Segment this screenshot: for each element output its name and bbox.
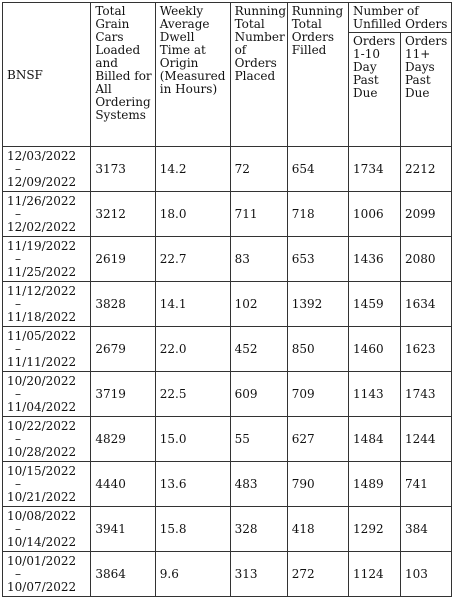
- table-row: [3, 192, 452, 237]
- cell-unfilled-1-10: 1484: [349, 417, 401, 462]
- week-start-date: 11/05/2022: [7, 329, 77, 343]
- header-orders-placed: Running Total Number of Orders Placed: [230, 3, 287, 147]
- table-row: [3, 462, 452, 507]
- table-row: [3, 282, 452, 327]
- cell-orders-placed: 102: [230, 282, 287, 327]
- table-row: [3, 327, 452, 372]
- cell-orders-filled: 718: [287, 192, 348, 237]
- cell-orders-placed: 83: [230, 237, 287, 282]
- week-end-date: 11/18/2022: [7, 310, 77, 324]
- cell-week-period: [3, 237, 91, 282]
- cell-week-period: [3, 372, 91, 417]
- header-orders-filled: Running Total Orders Filled: [287, 3, 348, 147]
- cell-dwell-time: 22.7: [155, 237, 230, 282]
- cell-orders-filled: 653: [287, 237, 348, 282]
- header-dwell-time: Weekly Average Dwell Time at Origin (Measured in Hours): [155, 3, 230, 147]
- cell-unfilled-1-10: 1143: [349, 372, 401, 417]
- cell-cars-loaded: 3864: [91, 552, 155, 597]
- week-end-date: 10/28/2022: [7, 445, 77, 459]
- week-start-date: 10/22/2022: [7, 419, 77, 433]
- cell-week-period: [3, 507, 91, 552]
- week-start-date: 10/20/2022: [7, 374, 77, 388]
- cell-dwell-time: 18.0: [155, 192, 230, 237]
- cell-cars-loaded: 4829: [91, 417, 155, 462]
- cell-unfilled-11-plus: 1244: [401, 417, 452, 462]
- cell-unfilled-11-plus: 2080: [401, 237, 452, 282]
- table-row: [3, 507, 452, 552]
- cell-orders-placed: 609: [230, 372, 287, 417]
- week-start-date: 10/15/2022: [7, 464, 77, 478]
- week-range-dash: –: [15, 477, 21, 491]
- cell-unfilled-11-plus: 1743: [401, 372, 452, 417]
- header-unfilled-1-10-days: Orders 1-10 Day Past Due: [349, 33, 401, 147]
- cell-unfilled-1-10: 1436: [349, 237, 401, 282]
- cell-unfilled-1-10: 1006: [349, 192, 401, 237]
- cell-orders-filled: 654: [287, 147, 348, 192]
- cell-dwell-time: 15.0: [155, 417, 230, 462]
- cell-orders-filled: 627: [287, 417, 348, 462]
- week-start-date: 12/03/2022: [7, 149, 77, 163]
- cell-dwell-time: 22.5: [155, 372, 230, 417]
- week-range-dash: –: [15, 567, 21, 581]
- table-row: [3, 417, 452, 462]
- cell-week-period: [3, 282, 91, 327]
- header-cars-loaded: Total Grain Cars Loaded and Billed for All Ordering Systems: [91, 3, 155, 147]
- cell-dwell-time: 14.2: [155, 147, 230, 192]
- week-range-dash: –: [15, 252, 21, 266]
- cell-orders-filled: 418: [287, 507, 348, 552]
- cell-cars-loaded: 3828: [91, 282, 155, 327]
- cell-unfilled-1-10: 1292: [349, 507, 401, 552]
- cell-unfilled-1-10: 1460: [349, 327, 401, 372]
- cell-orders-filled: 850: [287, 327, 348, 372]
- cell-week-period: [3, 327, 91, 372]
- week-start-date: 11/26/2022: [7, 194, 77, 208]
- grain-car-table: [2, 2, 452, 597]
- cell-cars-loaded: 3173: [91, 147, 155, 192]
- cell-unfilled-11-plus: 384: [401, 507, 452, 552]
- cell-unfilled-1-10: 1489: [349, 462, 401, 507]
- table-body: [3, 147, 452, 597]
- cell-unfilled-1-10: 1734: [349, 147, 401, 192]
- cell-week-period: [3, 417, 91, 462]
- week-range-dash: –: [15, 522, 21, 536]
- cell-dwell-time: 14.1: [155, 282, 230, 327]
- week-end-date: 10/07/2022: [7, 580, 77, 594]
- cell-orders-placed: 55: [230, 417, 287, 462]
- cell-unfilled-11-plus: 103: [401, 552, 452, 597]
- week-range-dash: –: [15, 432, 21, 446]
- week-end-date: 11/25/2022: [7, 265, 77, 279]
- header-unfilled-11-plus-days: Orders 11+ Days Past Due: [401, 33, 452, 147]
- header-row: [3, 3, 452, 33]
- week-end-date: 11/11/2022: [7, 355, 77, 369]
- week-end-date: 10/21/2022: [7, 490, 77, 504]
- week-end-date: 12/09/2022: [7, 175, 77, 189]
- cell-unfilled-11-plus: 2099: [401, 192, 452, 237]
- cell-cars-loaded: 3941: [91, 507, 155, 552]
- cell-dwell-time: 13.6: [155, 462, 230, 507]
- table-row: [3, 147, 452, 192]
- cell-orders-placed: 483: [230, 462, 287, 507]
- cell-orders-filled: 272: [287, 552, 348, 597]
- cell-unfilled-11-plus: 1634: [401, 282, 452, 327]
- cell-orders-filled: 1392: [287, 282, 348, 327]
- week-start-date: 10/08/2022: [7, 509, 77, 523]
- cell-orders-placed: 711: [230, 192, 287, 237]
- cell-unfilled-1-10: 1459: [349, 282, 401, 327]
- cell-unfilled-1-10: 1124: [349, 552, 401, 597]
- cell-week-period: [3, 462, 91, 507]
- cell-cars-loaded: 4440: [91, 462, 155, 507]
- week-range-dash: –: [15, 207, 21, 221]
- cell-orders-placed: 328: [230, 507, 287, 552]
- table-row: [3, 372, 452, 417]
- corner-header-bnsf: BNSF: [3, 3, 91, 147]
- cell-orders-placed: 313: [230, 552, 287, 597]
- week-end-date: 10/14/2022: [7, 535, 77, 549]
- cell-cars-loaded: 3719: [91, 372, 155, 417]
- cell-week-period: [3, 192, 91, 237]
- cell-orders-filled: 709: [287, 372, 348, 417]
- cell-week-period: [3, 552, 91, 597]
- cell-orders-filled: 790: [287, 462, 348, 507]
- cell-cars-loaded: 3212: [91, 192, 155, 237]
- cell-unfilled-11-plus: 1623: [401, 327, 452, 372]
- cell-dwell-time: 15.8: [155, 507, 230, 552]
- week-start-date: 11/12/2022: [7, 284, 77, 298]
- cell-unfilled-11-plus: 2212: [401, 147, 452, 192]
- cell-cars-loaded: 2679: [91, 327, 155, 372]
- cell-cars-loaded: 2619: [91, 237, 155, 282]
- cell-orders-placed: 452: [230, 327, 287, 372]
- cell-dwell-time: 9.6: [155, 552, 230, 597]
- week-range-dash: –: [15, 162, 21, 176]
- week-range-dash: –: [15, 297, 21, 311]
- week-range-dash: –: [15, 342, 21, 356]
- table-row: [3, 237, 452, 282]
- cell-week-period: [3, 147, 91, 192]
- table-row: [3, 552, 452, 597]
- week-range-dash: –: [15, 387, 21, 401]
- week-start-date: 10/01/2022: [7, 554, 77, 568]
- cell-unfilled-11-plus: 741: [401, 462, 452, 507]
- cell-dwell-time: 22.0: [155, 327, 230, 372]
- week-start-date: 11/19/2022: [7, 239, 77, 253]
- header-unfilled-orders: Number of Unfilled Orders: [349, 3, 452, 33]
- week-end-date: 12/02/2022: [7, 220, 77, 234]
- cell-orders-placed: 72: [230, 147, 287, 192]
- table-header: [3, 3, 452, 147]
- week-end-date: 11/04/2022: [7, 400, 77, 414]
